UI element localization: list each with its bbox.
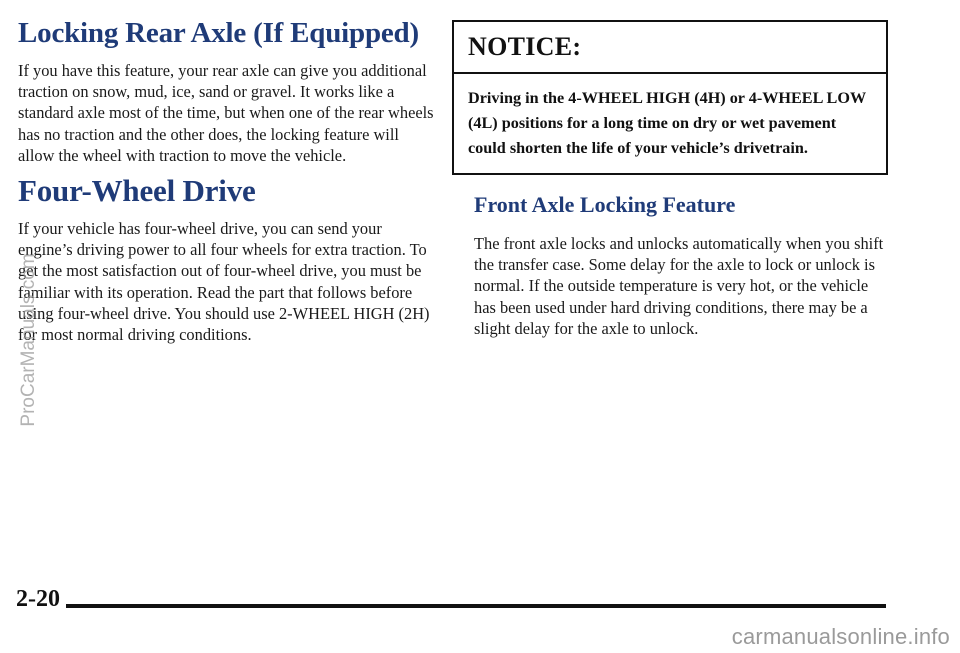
notice-box <box>452 20 888 175</box>
notice-text: Driving in the 4-WHEEL HIGH (4H) or 4-WHEEL LOW (4L) positions for a long time on dry or wet pavement could shorten the life of your vehicle’s drivetrain. <box>468 89 866 157</box>
locking-rear-axle-paragraph: If you have this feature, your rear axle can give you additional traction on snow, mud, ice, sand or gravel. It works like a standard axle most of the time, but when one of the rear wheels has no traction and the other does, the locking feature will allow the wheel with traction to move the vehicle. <box>18 61 434 165</box>
watermark-text: ProCarManuals.com <box>18 253 39 427</box>
left-column <box>18 14 438 345</box>
front-axle-locking-paragraph: The front axle locks and unlocks automatically when you shift the transfer case. Some delay for the axle to lock or unlock is normal. If the outside temperature is very hot, or the vehicle has been used under hard driving conditions, there may be a slight delay for the axle to unlock. <box>474 234 884 338</box>
site-watermark: carmanualsonline.info <box>731 624 950 649</box>
four-wheel-drive-heading: Four-Wheel Drive <box>18 173 256 209</box>
page-number: 2-20 <box>16 586 60 612</box>
front-axle-locking-heading: Front Axle Locking Feature <box>474 192 736 217</box>
notice-heading: NOTICE: <box>454 22 886 74</box>
locking-rear-axle-heading: Locking Rear Axle (If Equipped) <box>18 17 419 49</box>
footer-divider <box>66 604 886 608</box>
right-column <box>452 14 890 339</box>
four-wheel-drive-paragraph: If your vehicle has four-wheel drive, you can send your engine’s driving power to all four wheels for extra traction. To get the most satisfaction out of four-wheel drive, you must be familiar with its operation. Read the part that follows before using four-wheel drive. You should use 2-WHEEL HIGH (2H) for most normal driving conditions. <box>18 219 430 345</box>
